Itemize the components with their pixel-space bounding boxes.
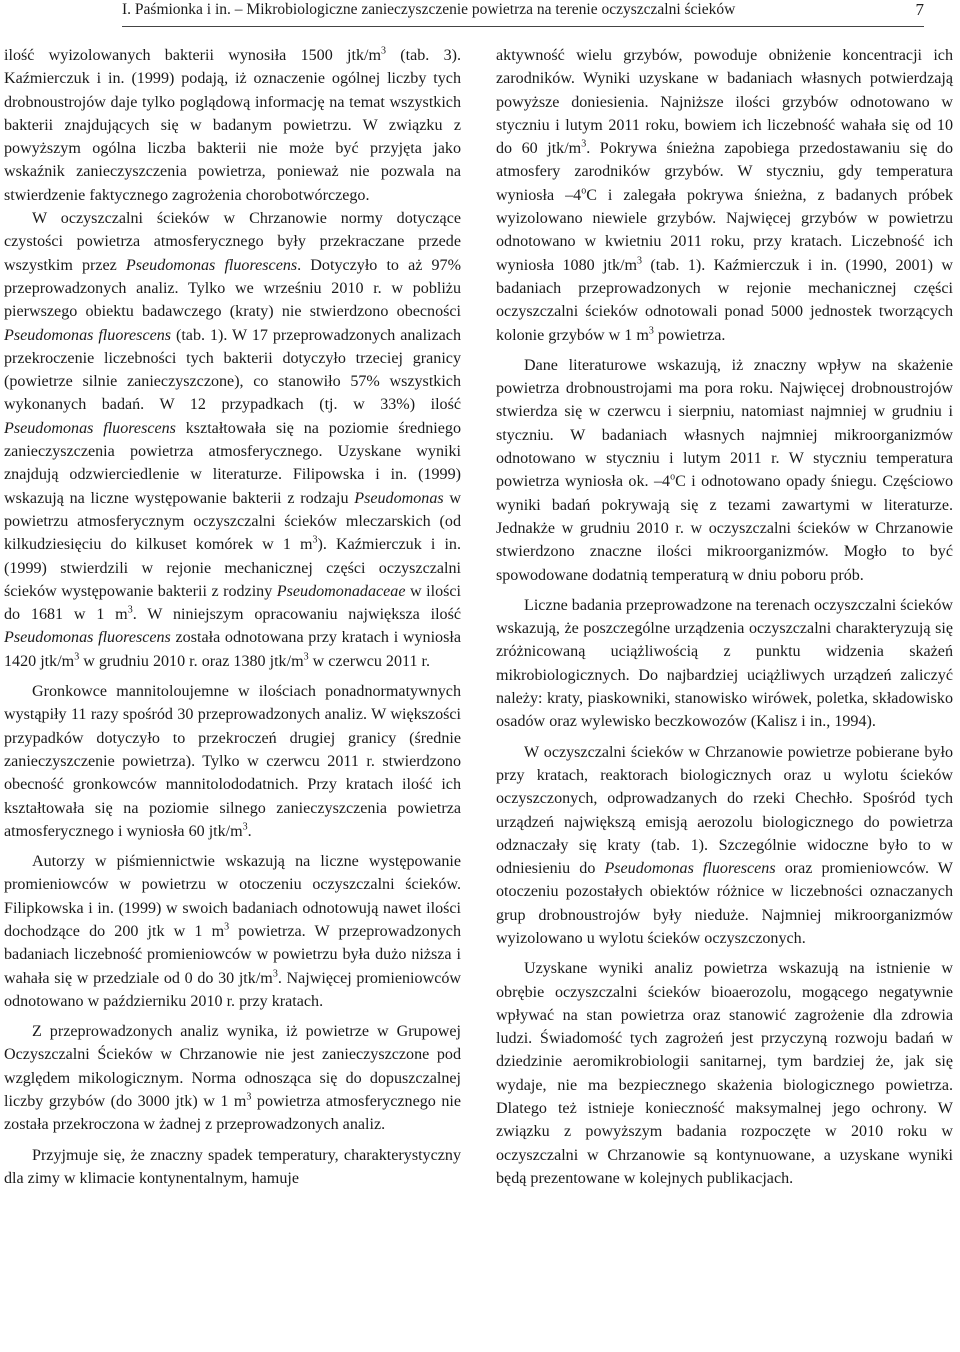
paragraph: ilość wyizolowanych bakterii wynosiła 1500 jtk/$m^3$ (tab. 3). Kaźmierczuk i in. (1999) podają, iż oznaczenie ogólnej liczby tych drobnoustrojów daje tylko poglądową informację na temat wszystkich bakterii znajdujących się w badanym powietrzu. W związku z powyższym ogólna liczba bakterii nie może być przyjęta jako wskaźnik zanieczyszczenia powietrza, ponieważ nie pozwala na stwierdzenie faktycznego zagrożenia chorobotwórczego. (4, 45, 462, 204)
paragraph: W oczyszczalni ścieków w Chrzanowie normy dotyczące czystości powietrza atmosferycznego były przekraczane przede wszystkim przez Pseudomonas fluorescens. Dotyczyło to aż 97% przeprowadzonych analiz. Tylko we wrześniu 2010 r. w pobliżu pierwszego obiektu badawczego (kraty) nie stwierdzono obecności Pseudomonas fluorescens (tab. 1). W 17 przeprowadzonych analizach przekroczenie liczebności tych bakterii dotyczyło trzeciej granicy (powietrze silnie zanieczyszczone), co stanowiło 57% wszystkich wykonanych badań. W 12 przypadkach (tj. w 33%) ilość Pseudomonas fluorescens kształtowała się na poziomie średniego zanieczyszczenia powietrza atmosferycznego. Uzyskane wyniki znajdują odzwierciedlenie w literaturze. Filipowska i in. (1999) wskazują na liczne występowanie bakterii z rodzaju Pseudomonas w powietrzu atmosferycznym oczyszczalni ścieków mleczarskich (od kilkudziesięciu do kilkuset komórek w 1 $m^3$). Kaźmierczuk i in. (1999) stwierdzili w rejonie mechanicznej części oczyszczalni ścieków występowanie bakterii z rodziny Pseudomonadaceae w ilości do 1681 w 1 $m^3$. W niniejszym opracowaniu największa ilość Pseudomonas fluorescens została odnotowana przy kratach i wyniosła 1420 jtk/$m^3$ w grudniu 2010 r. oraz 1380 jtk/$m^3$ w czerwcu 2011 r. (4, 210, 461, 670)
paragraph: Autorzy w piśmiennictwie wskazują na liczne występowanie promieniowców w powietrzu w otoczeniu oczyszczalni ścieków. Filipkowska i in. (1999) w swoich badaniach odnotowują nawet ilości dochodzące do 200 jtk w 1 $m^3$ powietrza. W przeprowadzonych badaniach liczebność promieniowców w powietrzu była dużo niższa i wahała się w przedziale od 0 do 30 jtk/$m^3$. Najwięcej promieniowców odnotowano w październiku 2010 r. przy kratach. (4, 853, 462, 1010)
running-title: I. Paśmionka i in. – Mikrobiologiczne zanieczyszczenie powietrza na terenie oczyszczalni ścieków (122, 1, 736, 18)
page-number: 7 (915, 0, 924, 19)
right-column (496, 44, 953, 1190)
paragraph: Przyjmuje się, że znaczny spadek temperatury, charakterystyczny dla zimy w klimacie kontynentalnym, hamuje (4, 1146, 461, 1187)
paragraph: Liczne badania przeprowadzone na terenach oczyszczalni ścieków wskazują, że poszczególne urządzenia oczyszczalni charakteryzują się zróżnicowaną uciążliwością z punktu widzenia skażeń mikrobiologicznych. Do najbardziej uciążliwych urządzeń zaliczyć należy: kraty, piaskowniki, stanowisko wirówek, poletka, składowisko osadów oraz wylewisko beczkowozów (Kalisz i in., 1994). (496, 596, 953, 731)
left-column (4, 44, 461, 1190)
paragraph: aktywność wielu grzybów, powoduje obniżenie koncentracji ich zarodników. Wyniki uzyskane w badaniach własnych potwierdzają powyższe doniesienia. Najniższe ilości grzybów odnotowano w styczniu i lutym 2011 roku, bowiem ich liczebność wahała się od 10 do 60 jtk/$m^3$. Pokrywa śnieżna zapobiega przedostawaniu się do atmosfery zarodników grzybów. W styczniu, gdy temperatura wyniosła –4$^o$C i zalegała pokrywa śnieżna, z badanych próbek wyizolowano niewiele grzybów. Najwięcej grzybów w powietrzu odnotowano w kwietniu 2011 roku, przy kratach. Liczebność ich wyniosła 1080 jtk/$m^3$ (tab. 1). Kaźmierczuk i in. (1990, 2001) w badaniach przeprowadzonych w rejonie mechanicznej części oczyszczalni ścieków odnotowali ponad 5000 jednostek tworzących kolonie grzybów w 1 $m^3$ powietrza. (496, 47, 954, 344)
paragraph: W oczyszczalni ścieków w Chrzanowie powietrze pobierane było przy kratach, reaktorach biologicznych oraz u wylotu ścieków oczyszczonych, odprowadzanych do rzeki Chechło. Spośród tych urządzeń największą emisją aerozolu biologicznego do powietrza odznaczały się kraty (tab. 1). Szczególnie widoczne było to w odniesieniu do Pseudomonas fluorescens oraz promieniowców. W otoczeniu pozostałych obiektów różnice w liczebności oznaczanych grup drobnoustrojów były nieduże. Najmniej mikroorganizmów wyizolowano u wylotu ścieków oczyszczonych. (496, 743, 953, 947)
paragraph: Dane literaturowe wskazują, iż znaczny wpływ na skażenie powietrza drobnoustrojami ma pora roku. Najwięcej drobnoustrojów stwierdza się w czerwcu i sierpniu, natomiast najmniej w grudniu i styczniu. W badaniach własnych najmniej mikroorganizmów odnotowano w styczniu i lutym 2011 r. W styczniu temperatura powietrza wyniosła ok. –4$^o$C i odnotowano opady śniegu. Częściowo wyniki badań pokrywają się z tezami zawartymi w literaturze. Jednakże w grudniu 2010 r. w oczyszczalni ścieków w Chrzanowie stwierdzono znaczne ilości mikroorganizmów. Mogło to być spowodowane dodatnią temperaturą w dniu poboru prób. (496, 356, 954, 584)
running-header (122, 0, 924, 27)
paragraph: Uzyskane wyniki analiz powietrza wskazują na istnienie w obrębie oczyszczalni ścieków bioaerozolu, mogącego negatywnie wpływać na stan powietrza oraz stanowić zagrożenie dla zdrowia ludzi. Świadomość tych zagrożeń jest przyczyną rozwoju badań w dziedzinie aeromikrobiologii sanitarnej, tym bardziej że, jak się wydaje, nie ma bezpiecznego skażenia biologicznego powietrza. Dlatego też istnieje konieczność maksymalnej jego ochrony. W związku z powyższym badania rozpoczęte w 2010 roku w oczyszczalni w Chrzanowie są kontynuowane, a uzyskane wyniki będą prezentowane w kolejnych publikacjach. (496, 960, 953, 1187)
paragraph: Z przeprowadzonych analiz wynika, iż powietrze w Grupowej Oczyszczalni Ścieków w Chrzanowie nie jest zanieczyszczone pod względem mikologicznym. Norma odnosząca się do dopuszczalnej liczby grzybów (do 3000 jtk) w 1 $m^3$ powietrza atmosferycznego nie została przekroczona w żadnej z przeprowadzonych analiz. (4, 1023, 461, 1134)
paragraph: Gronkowce mannitoloujemne w ilościach ponadnormatywnych wystąpiły 11 razy spośród 30 przeprowadzonych analiz. W większości przypadków dotyczyło to przekroczeń drugiej granicy (średnie zanieczyszczenie powietrza). Tylko w czerwcu 2011 r. stwierdzono obecność gronkowców mannitolododatnich. Przy kratach ilość ich kształtowała się na poziomie silnego zanieczyszczenia powietrza atmosferycznego i wyniosła 60 jtk/$m^3$. (4, 683, 461, 840)
